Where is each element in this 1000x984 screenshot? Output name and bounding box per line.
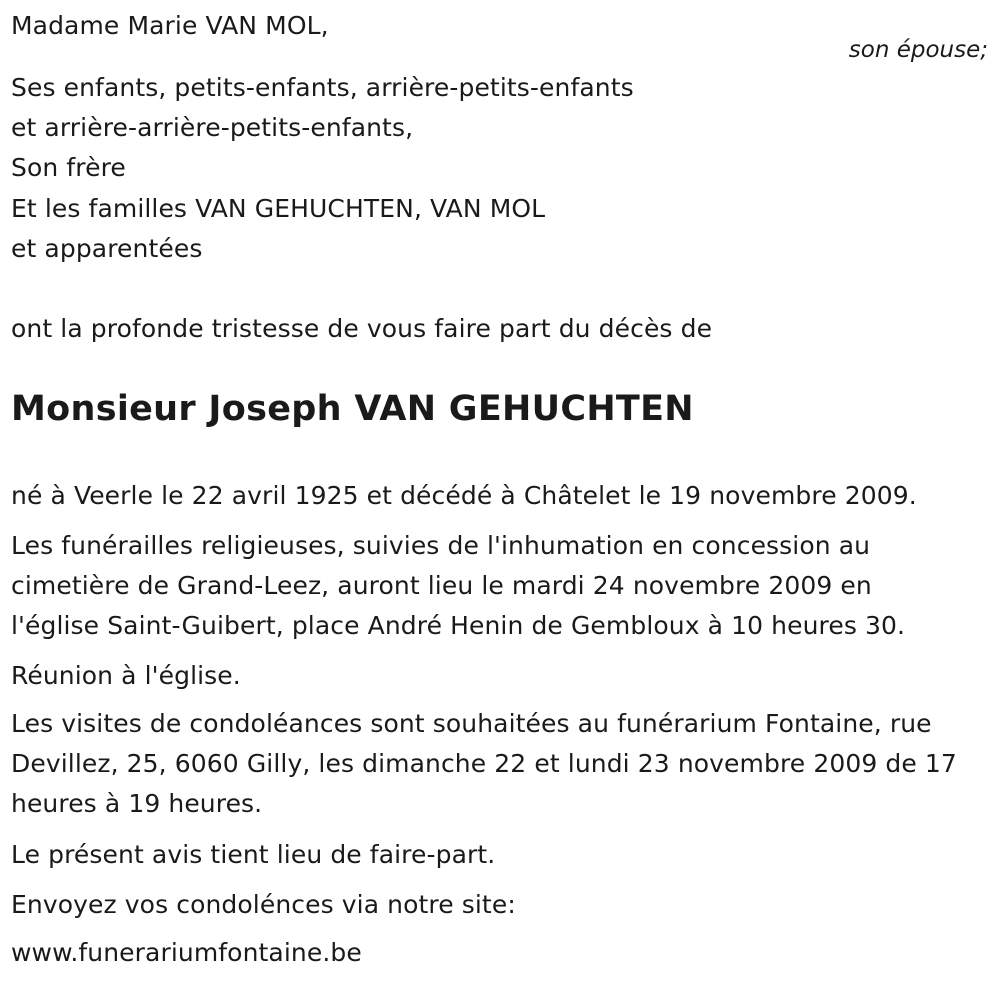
announcement: ont la profonde tristesse de vous faire part du décès de — [11, 314, 713, 343]
funeral-line-2: cimetière de Grand-Leez, auront lieu le mardi 24 novembre 2009 en — [11, 571, 872, 600]
spouse-name: Madame Marie VAN MOL, — [11, 11, 329, 40]
send-condolences: Envoyez vos condolénces via notre site: — [11, 890, 516, 919]
family-line-3: Son frère — [11, 153, 126, 182]
funeral-line-3: l'église Saint-Guibert, place André Henin de Gembloux à 10 heures 30. — [11, 611, 906, 640]
reunion: Réunion à l'église. — [11, 661, 241, 690]
visits-line-1: Les visites de condoléances sont souhaitées au funérarium Fontaine, rue — [11, 709, 932, 738]
visits-line-3: heures à 19 heures. — [11, 789, 263, 818]
family-line-5: et apparentées — [11, 234, 203, 263]
family-line-2: et arrière-arrière-petits-enfants, — [11, 113, 414, 142]
funeral-line-1: Les funérailles religieuses, suivies de l'inhumation en concession au — [11, 531, 871, 560]
spouse-role: son épouse; — [848, 37, 988, 63]
website-link[interactable]: www.funerariumfontaine.be — [11, 938, 362, 967]
deceased-name: Monsieur Joseph VAN GEHUCHTEN — [11, 389, 694, 429]
family-line-4: Et les familles VAN GEHUCHTEN, VAN MOL — [11, 194, 546, 223]
family-line-1: Ses enfants, petits-enfants, arrière-petits-enfants — [11, 73, 634, 102]
notice: Le présent avis tient lieu de faire-part. — [11, 840, 496, 869]
birth-death: né à Veerle le 22 avril 1925 et décédé à Châtelet le 19 novembre 2009. — [11, 481, 917, 510]
visits-line-2: Devillez, 25, 6060 Gilly, les dimanche 22 et lundi 23 novembre 2009 de 17 — [11, 749, 957, 778]
